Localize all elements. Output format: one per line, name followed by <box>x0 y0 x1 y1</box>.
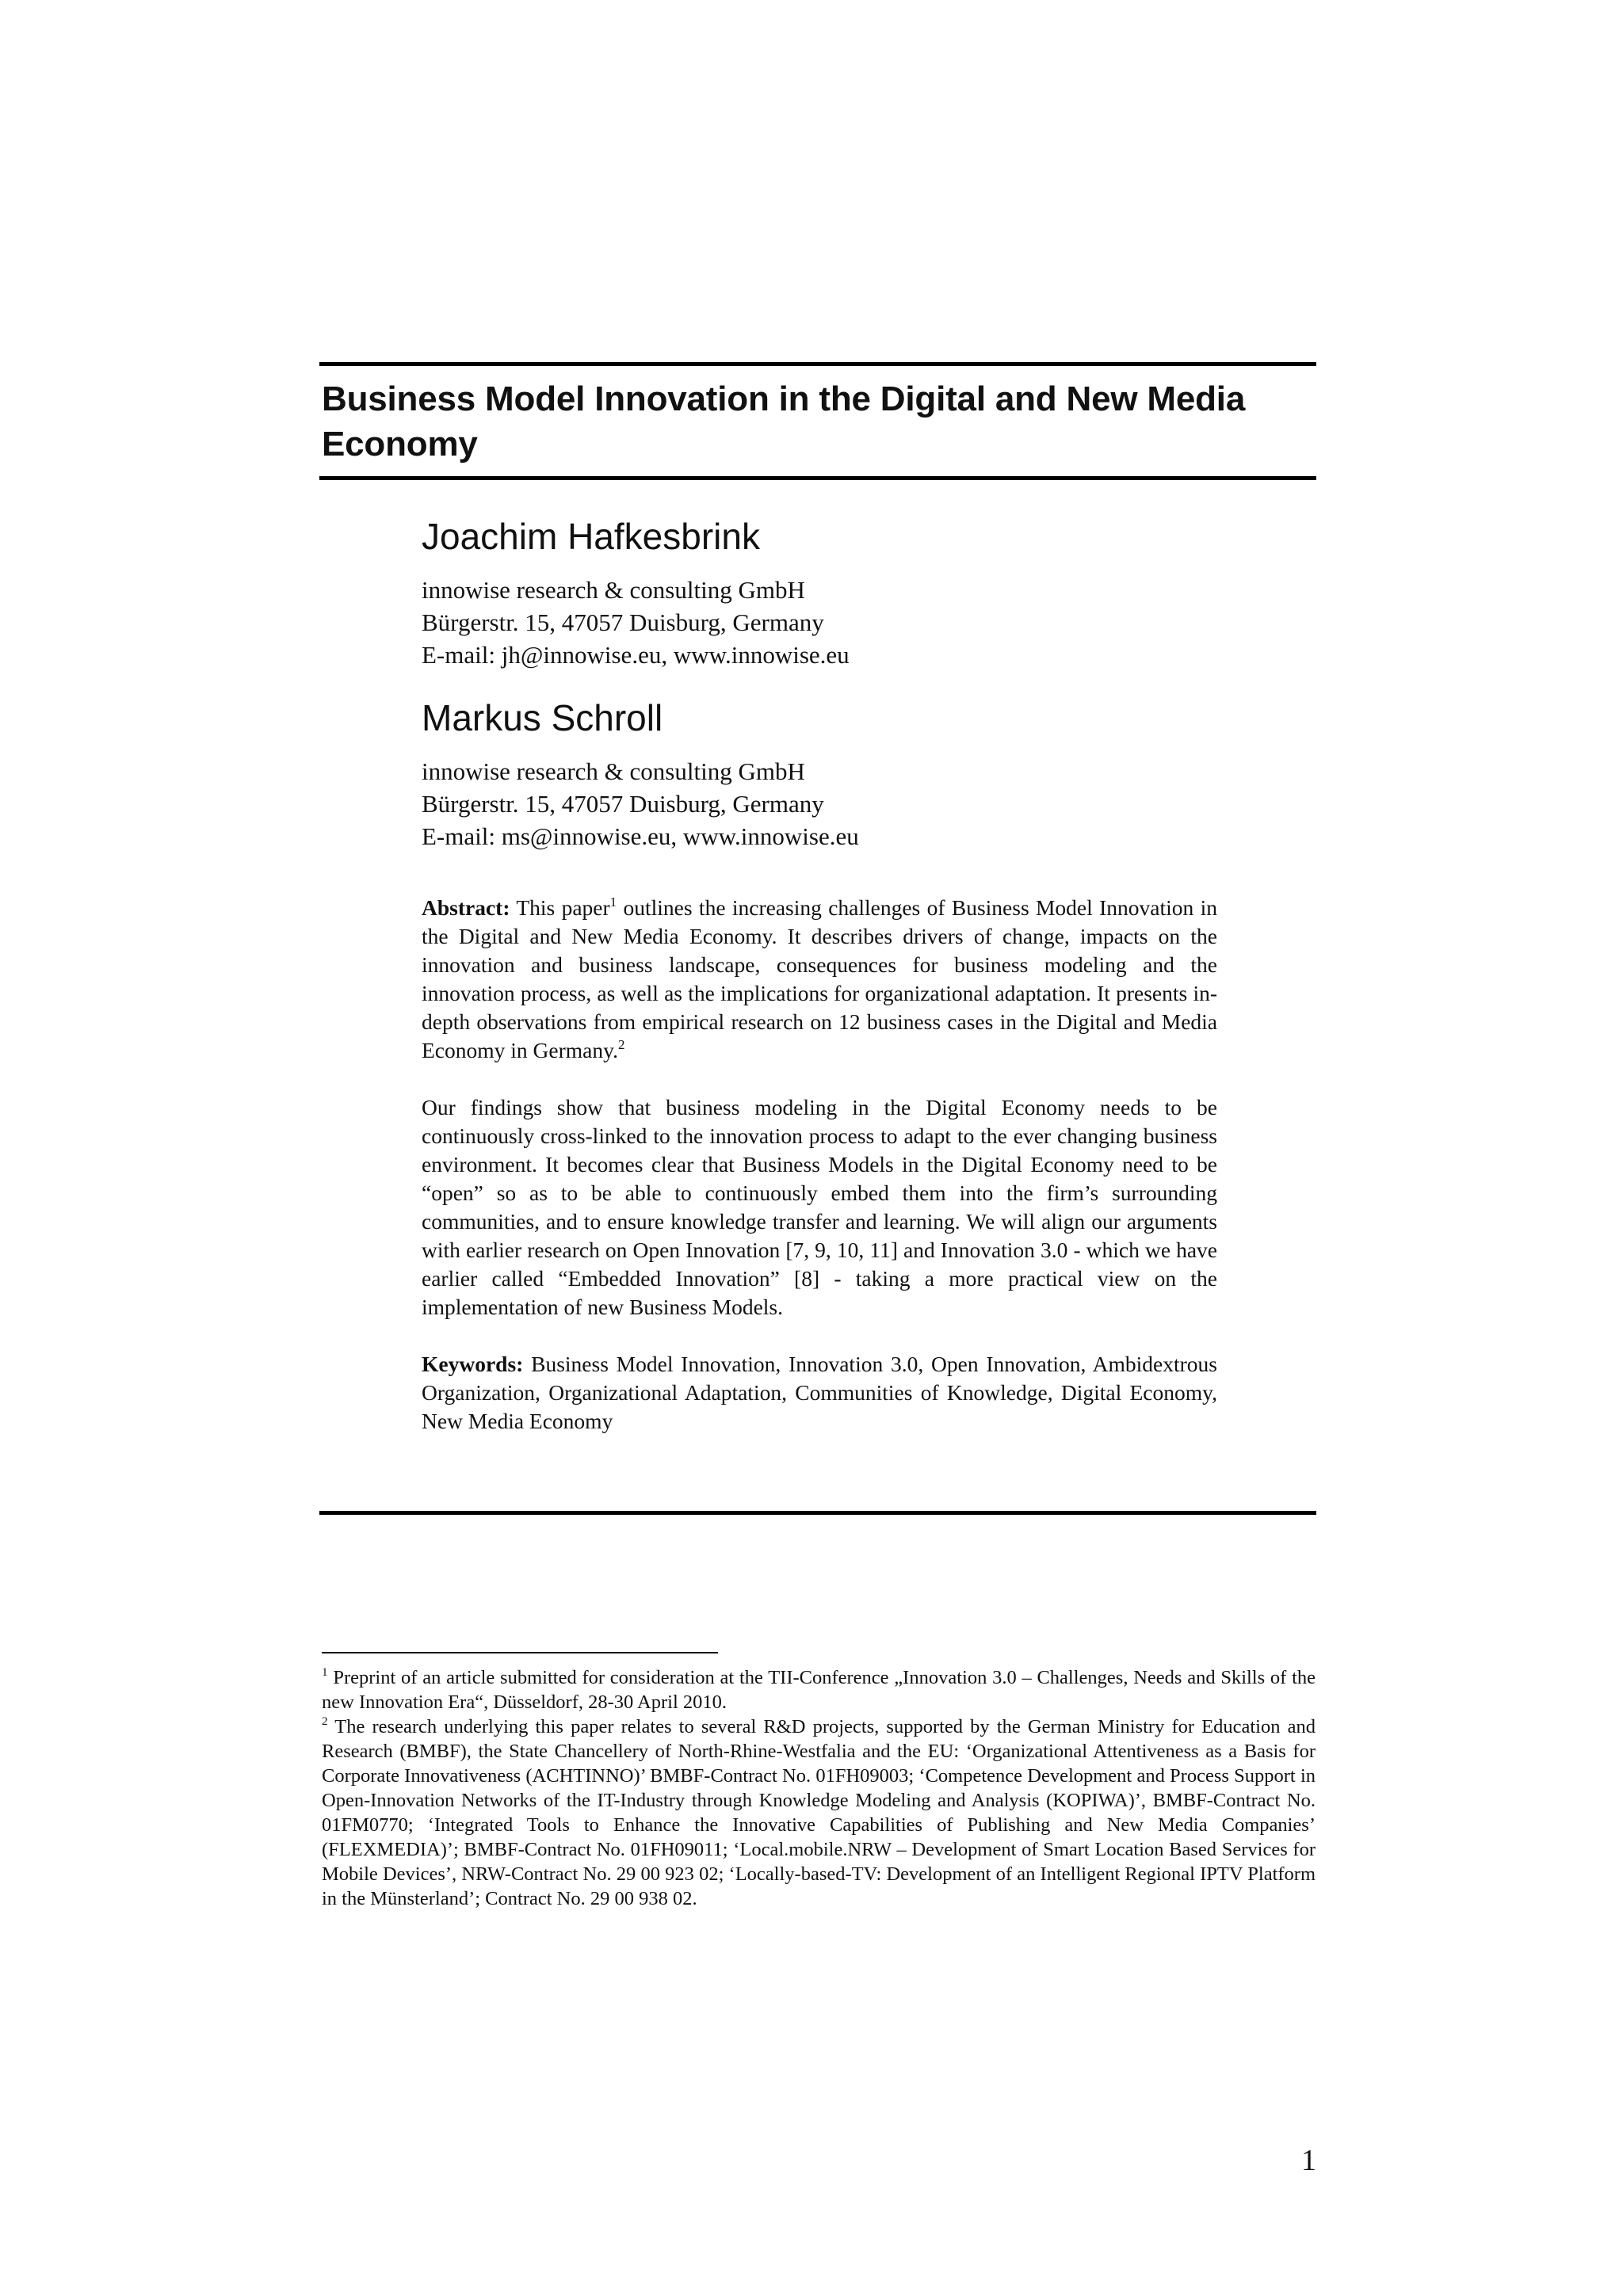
footnote-item <box>322 1714 1316 1911</box>
author-email: E-mail: ms@innowise.eu, www.innowise.eu <box>422 822 859 850</box>
footnote-text: The research underlying this paper relates to several R&D projects, supported by the German Ministry for Education and Research (BMBF), the State Chancellery of North-Rhine-Westfalia and the EU: ‘Organizational Attentiveness as a Basis for Corporate Innovativeness (ACHTINNO)’ BMBF-Contract No. 01FH09003; ‘Competence Development and Process Support in Open-Innovation Networks of the IT-Industry through Knowledge Modeling and Analysis (KOPIWA)’, BMBF-Contract No. 01FM0770; ‘Integrated Tools to Enhance the Innovative Capabilities of Publishing and New Media Companies’ (FLEXMEDIA)’; BMBF-Contract No. 01FH09011; ‘Local.mobile.NRW – Development of Smart Location Based Services for Mobile Devices’, NRW-Contract No. 29 00 923 02; ‘Locally-based-TV: Development of an Intelligent Regional IPTV Platform in the Münsterland’; Contract No. 29 00 938 02. <box>322 1716 1316 1909</box>
title-bottom-rule <box>319 476 1316 480</box>
abstract <box>422 894 1217 1065</box>
author-address: Bürgerstr. 15, 47057 Duisburg, Germany <box>422 608 824 636</box>
abstract-text: outlines the increasing challenges of Business Model Innovation in the Digital and New Media Economy. It describes drivers of change, impacts on the innovation and business landscape, consequences for business modeling and the innovation process, as well as the implications for organizational adaptation. It presents in-depth observations from empirical research on 12 business cases in the Digital and Media Economy in Germany. <box>422 895 1217 1062</box>
author-name: Joachim Hafkesbrink <box>422 516 760 557</box>
abstract-text-start: This paper <box>516 895 610 920</box>
author-name: Markus Schroll <box>422 697 663 738</box>
author-email: E-mail: jh@innowise.eu, www.innowise.eu <box>422 641 850 669</box>
findings-paragraph: Our findings show that business modeling in the Digital Economy needs to be continuously cross-linked to the innovation process to adapt to the ever changing business environment. It becomes clear that Business Models in the Digital Economy need to be “open” so as to be able to continuously embed them into the firm’s surrounding communities, and to ensure knowledge transfer and learning. We will align our arguments with earlier research on Open Innovation [7, 9, 10, 11] and Innovation 3.0 - which we have earlier called “Embedded Innovation” [8] - taking a more practical view on the implementation of new Business Models. <box>422 1095 1217 1319</box>
footnote-mark: 2 <box>322 1714 328 1729</box>
paper-title: Business Model Innovation in the Digital and New Media Economy <box>322 379 1246 463</box>
front-matter-bottom-rule <box>319 1511 1316 1515</box>
footnote-separator <box>322 1652 718 1653</box>
author-address: Bürgerstr. 15, 47057 Duisburg, Germany <box>422 790 824 818</box>
title-top-rule <box>319 362 1316 366</box>
author-block <box>422 695 1217 852</box>
keywords-text: Business Model Innovation, Innovation 3.0, Open Innovation, Ambidextrous Organization, Organizational Adaptation, Communities of Knowledge, Digital Economy, New Media Economy <box>422 1352 1217 1433</box>
keywords <box>422 1350 1217 1436</box>
page-number: 1 <box>1301 2144 1316 2177</box>
abstract-label: Abstract: <box>422 895 510 920</box>
footnotes <box>322 1665 1316 1911</box>
author-affiliation: innowise research & consulting GmbH <box>422 757 805 785</box>
footnote-ref-1[interactable]: 1 <box>609 894 617 910</box>
footnote-mark: 1 <box>322 1665 328 1680</box>
footnote-item <box>322 1665 1316 1714</box>
author-affiliation: innowise research & consulting GmbH <box>422 576 805 604</box>
author-block <box>422 513 1217 671</box>
footnote-ref-2[interactable]: 2 <box>617 1036 625 1052</box>
keywords-label: Keywords: <box>422 1352 524 1376</box>
front-matter <box>422 513 1217 1464</box>
footnote-text: Preprint of an article submitted for consideration at the TII-Conference „Innovation 3.0 – Challenges, Needs and Skills of the new Innovation Era“, Düsseldorf, 28-30 April 2010. <box>322 1667 1316 1713</box>
